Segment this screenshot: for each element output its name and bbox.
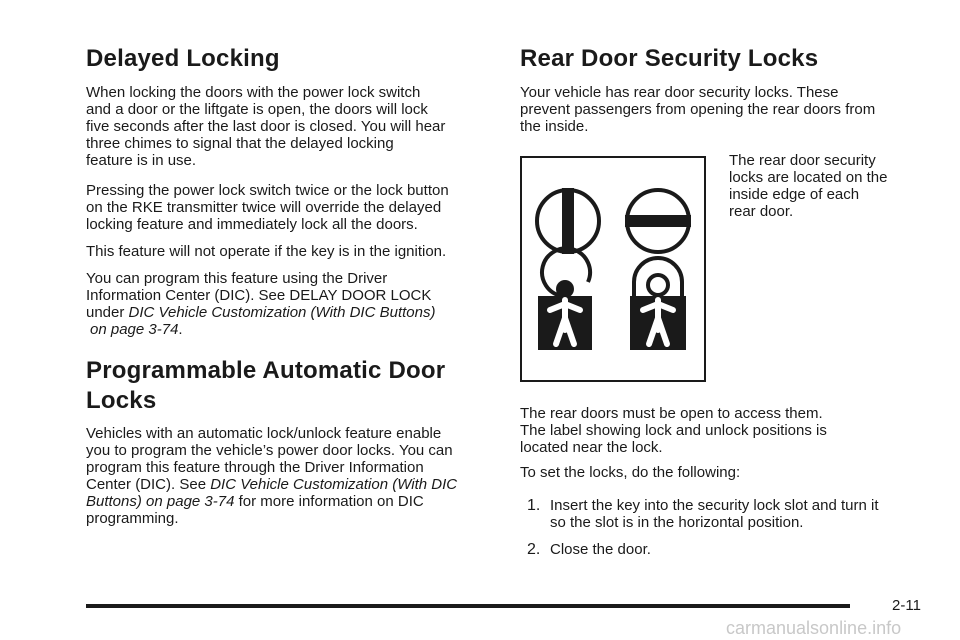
- heading-rear-door-security-locks: Rear Door Security Locks: [520, 45, 819, 72]
- text-plain: for more information on DIC: [234, 493, 424, 510]
- text-line: [86, 493, 496, 510]
- text-line: five seconds after the last door is closed. You will hear: [86, 118, 446, 135]
- rear-door-access-paragraph: [520, 405, 920, 456]
- text-line: inside edge of each: [729, 186, 860, 203]
- text-line: When locking the doors with the power lock switch: [86, 84, 421, 101]
- watermark: carmanualsonline.info: [726, 618, 902, 638]
- programmable-paragraph: [86, 425, 496, 527]
- text-line: you to program the vehicle’s power door locks. You can: [86, 442, 453, 459]
- text-line: The rear doors must be open to access them.: [520, 405, 823, 422]
- text-line: prevent passengers from opening the rear doors from: [520, 101, 876, 118]
- rear-door-lock-illustration: [520, 156, 706, 382]
- text-line: Pressing the power lock switch twice or the lock button: [86, 182, 449, 199]
- delayed-locking-paragraph-3: This feature will not operate if the key is in the ignition.: [86, 243, 447, 260]
- text-plain: Center (DIC). See: [86, 476, 211, 493]
- cross-reference-page[interactable]: on page 3-74: [90, 321, 179, 338]
- lock-positions-svg: [522, 158, 704, 380]
- delayed-locking-paragraph-4: [86, 270, 496, 338]
- text-line: Insert the key into the security lock slot and turn it: [550, 497, 879, 514]
- text-line: Close the door.: [550, 541, 651, 558]
- step-number: 1.: [527, 497, 541, 514]
- text-line: The rear door security: [729, 152, 876, 169]
- step-text: [550, 497, 920, 531]
- text-line: Your vehicle has rear door security locks. These: [520, 84, 839, 101]
- text-line: program this feature through the Driver Information: [86, 459, 424, 476]
- text-line: locks are located on the: [729, 169, 888, 186]
- text-plain: under: [86, 304, 129, 321]
- heading-line: Programmable Automatic Door: [86, 357, 446, 384]
- child-unlocked-padlock-icon: [538, 248, 592, 350]
- text-line: programming.: [86, 510, 179, 527]
- text-line: [86, 321, 496, 338]
- heading-delayed-locking: Delayed Locking: [86, 45, 280, 72]
- text-line: on the RKE transmitter twice will override the delayed: [86, 199, 442, 216]
- text-plain: .: [178, 321, 183, 338]
- unlock-position-icon: [537, 188, 599, 254]
- text-line: You can program this feature using the Driver: [86, 270, 388, 287]
- step-number: 2.: [527, 541, 541, 558]
- text-line: located near the lock.: [520, 439, 663, 456]
- text-line: feature is in use.: [86, 152, 197, 169]
- cross-reference-page[interactable]: Buttons) on page 3-74: [86, 493, 235, 510]
- footer-rule: [86, 604, 850, 608]
- rear-door-intro: [520, 84, 920, 135]
- text-line: so the slot is in the horizontal position.: [550, 514, 804, 531]
- steps-intro: To set the locks, do the following:: [520, 464, 741, 481]
- text-line: Information Center (DIC). See DELAY DOOR LOCK: [86, 287, 432, 304]
- text-line: three chimes to signal that the delayed locking: [86, 135, 394, 152]
- text-line: locking feature and immediately lock all the doors.: [86, 216, 418, 233]
- lock-position-icon: [625, 190, 691, 252]
- figure-caption: [729, 152, 919, 220]
- text-line: and a door or the liftgate is open, the doors will lock: [86, 101, 428, 118]
- text-line: [86, 476, 496, 493]
- delayed-locking-paragraph-1: [86, 84, 496, 169]
- text-line: the inside.: [520, 118, 589, 135]
- heading-line: Locks: [86, 387, 157, 414]
- text-line: rear door.: [729, 203, 794, 220]
- cross-reference-link[interactable]: DIC Vehicle Customization (With DIC: [210, 476, 458, 493]
- cross-reference-link[interactable]: DIC Vehicle Customization (With DIC Buttons): [128, 304, 436, 321]
- text-line: The label showing lock and unlock positions is: [520, 422, 827, 439]
- delayed-locking-paragraph-2: [86, 182, 496, 233]
- child-locked-padlock-icon: [630, 258, 686, 350]
- page-number: 2-11: [892, 597, 921, 614]
- text-line: Vehicles with an automatic lock/unlock feature enable: [86, 425, 442, 442]
- heading-programmable-locks: [86, 356, 496, 416]
- step-text: [550, 541, 920, 558]
- text-line: [86, 304, 496, 321]
